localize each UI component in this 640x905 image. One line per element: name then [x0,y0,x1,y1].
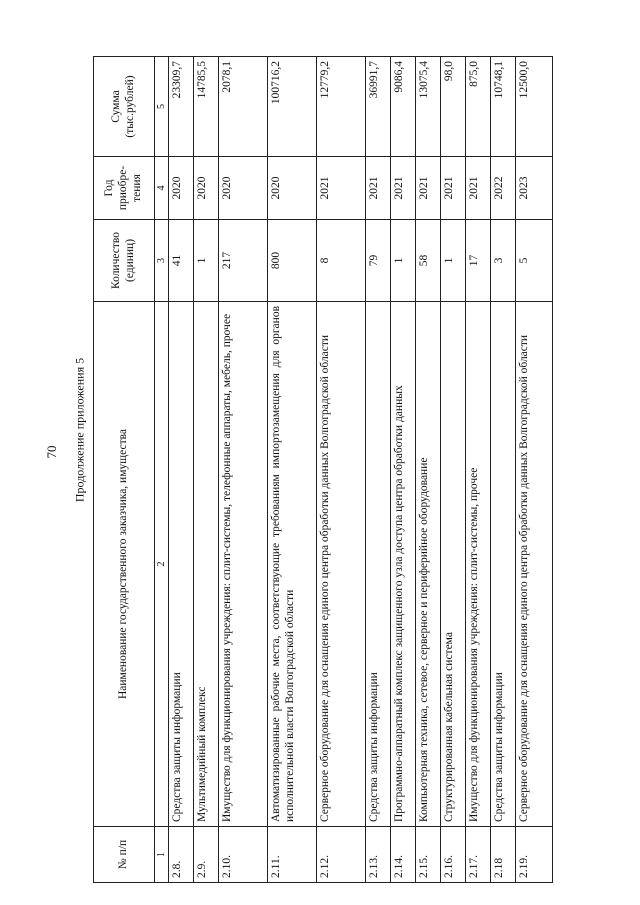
row-number: 2.19. [516,827,553,883]
table-row [416,57,441,883]
header-num: № п/п [94,827,155,883]
row-number: 2.11. [268,827,317,883]
quantity: 1 [194,220,219,302]
item-name: Автоматизированные рабочие места, соответствующие требованиям импортозамещения для органов исполнительной власти Волгоградской области [268,302,317,827]
item-name: Мультимедийный комплекс [194,302,219,827]
header-qty: Количество (единиц) [94,220,155,302]
table-row [194,57,219,883]
acquisition-year: 2022 [491,157,516,220]
table-row [516,57,553,883]
row-number: 2.17. [466,827,491,883]
table-body [169,57,553,883]
header-year: Год приобре-тения [94,157,155,220]
amount: 13075,4 [416,57,441,157]
header-name: Наименование государственного заказчика, имущества [94,302,155,827]
amount: 2078,1 [219,57,268,157]
row-number: 2.14. [391,827,416,883]
acquisition-year: 2023 [516,157,553,220]
continuation-caption: Продолжение приложения 5 [72,357,87,503]
table-row [169,57,194,883]
acquisition-year: 2020 [194,157,219,220]
column-number-row [155,57,169,883]
acquisition-year: 2021 [441,157,466,220]
quantity: 800 [268,220,317,302]
table-row [219,57,268,883]
item-name: Серверное оборудование для оснащения единого центра обработки данных Волгоградской области [516,302,553,827]
quantity: 41 [169,220,194,302]
amount: 10748,1 [491,57,516,157]
table-row [317,57,366,883]
amount: 875,0 [466,57,491,157]
table-row [268,57,317,883]
rotated-table-container [93,57,546,883]
amount: 36991,7 [366,57,391,157]
amount: 98,0 [441,57,466,157]
acquisition-year: 2020 [268,157,317,220]
amount: 23309,7 [169,57,194,157]
item-name: Компьютерная техника, сетевое, серверное и периферийное оборудование [416,302,441,827]
amount: 9086,4 [391,57,416,157]
acquisition-year: 2020 [219,157,268,220]
quantity: 1 [441,220,466,302]
table-row [366,57,391,883]
acquisition-year: 2021 [416,157,441,220]
row-number: 2.9. [194,827,219,883]
row-number: 2.12. [317,827,366,883]
amount: 12779,2 [317,57,366,157]
quantity: 1 [391,220,416,302]
quantity: 5 [516,220,553,302]
quantity: 217 [219,220,268,302]
column-number: 3 [155,220,169,302]
item-name: Средства защиты информации [491,302,516,827]
column-number: 5 [155,57,169,157]
acquisition-year: 2021 [391,157,416,220]
column-number: 1 [155,827,169,883]
row-number: 2.13. [366,827,391,883]
item-name: Средства защиты информации [366,302,391,827]
amount: 12500,0 [516,57,553,157]
item-name: Структурированная кабельная система [441,302,466,827]
item-name: Программно-аппаратный комплекс защищенного узла доступа центра обработки данных [391,302,416,827]
column-number: 2 [155,302,169,827]
quantity: 58 [416,220,441,302]
row-number: 2.16. [441,827,466,883]
item-name: Имущество для функционирования учреждения: сплит-системы, телефонные аппараты, мебель, прочее [219,302,268,827]
quantity: 3 [491,220,516,302]
quantity: 79 [366,220,391,302]
row-number: 2.8. [169,827,194,883]
header-sum: Сумма (тыс.рублей) [94,57,155,157]
quantity: 17 [466,220,491,302]
table-row [491,57,516,883]
row-number: 2.10. [219,827,268,883]
property-table [93,56,553,883]
row-number: 2.18 [491,827,516,883]
table-row [391,57,416,883]
acquisition-year: 2021 [466,157,491,220]
item-name: Серверное оборудование для оснащения единого центра обработки данных Волгоградской области [317,302,366,827]
item-name: Имущество для функционирования учреждения: сплит-системы, прочее [466,302,491,827]
amount: 100716,2 [268,57,317,157]
acquisition-year: 2021 [366,157,391,220]
quantity: 8 [317,220,366,302]
amount: 14785,5 [194,57,219,157]
table-row [441,57,466,883]
table-row [466,57,491,883]
header-row [94,57,155,883]
item-name: Средства защиты информации [169,302,194,827]
page-number: 70 [44,445,59,459]
row-number: 2.15. [416,827,441,883]
acquisition-year: 2020 [169,157,194,220]
acquisition-year: 2021 [317,157,366,220]
column-number: 4 [155,157,169,220]
